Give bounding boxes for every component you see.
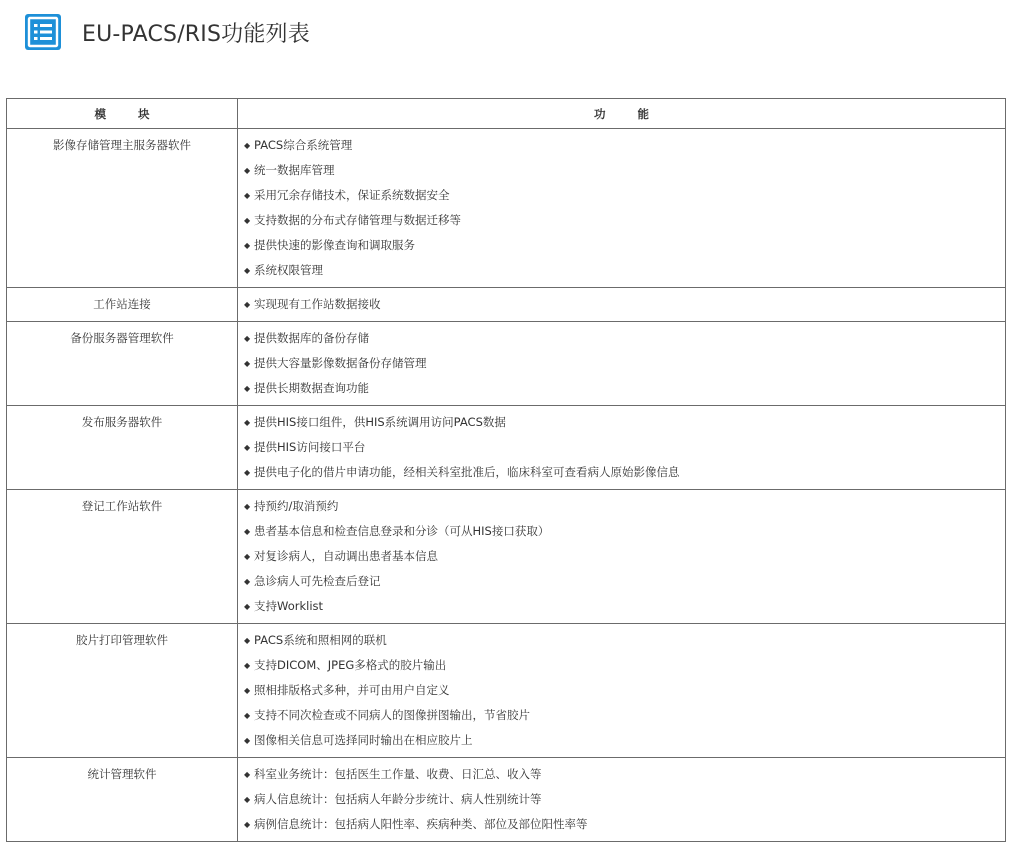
list-item (244, 292, 1005, 317)
list-item (244, 653, 1005, 678)
function-item-text: 支持不同次检查或不同病人的图像拼图输出，节省胶片 (254, 708, 530, 722)
diamond-bullet-icon: ◆ (244, 686, 251, 695)
list-item (244, 628, 1005, 653)
table-body (7, 129, 1006, 842)
diamond-bullet-icon: ◆ (244, 141, 251, 150)
function-item-text: 支持Worklist (254, 599, 324, 613)
module-name: 统计管理软件 (7, 758, 238, 842)
function-item-text: 支持DICOM、JPEG多格式的胶片输出 (254, 658, 447, 672)
table-header-row (7, 99, 1006, 129)
module-name: 登记工作站软件 (7, 490, 238, 624)
module-name: 备份服务器管理软件 (7, 322, 238, 406)
diamond-bullet-icon: ◆ (244, 384, 251, 393)
diamond-bullet-icon: ◆ (244, 527, 251, 536)
list-item (244, 183, 1005, 208)
diamond-bullet-icon: ◆ (244, 300, 251, 309)
function-item-text: PACS系统和照相网的联机 (254, 633, 387, 647)
list-item (244, 233, 1005, 258)
list-item (244, 728, 1005, 753)
function-cell (238, 129, 1006, 288)
list-item (244, 376, 1005, 401)
function-item-text: 提供大容量影像数据备份存储管理 (254, 356, 427, 370)
list-item (244, 678, 1005, 703)
table-row (7, 758, 1006, 842)
function-list (244, 326, 1005, 401)
list-item (244, 703, 1005, 728)
diamond-bullet-icon: ◆ (244, 334, 251, 343)
page-title: EU-PACS/RIS功能列表 (82, 21, 310, 47)
list-item (244, 460, 1005, 485)
function-item-text: 急诊病人可先检查后登记 (254, 574, 381, 588)
list-item (244, 812, 1005, 837)
diamond-bullet-icon: ◆ (244, 552, 251, 561)
list-item (244, 494, 1005, 519)
function-item-text: 科室业务统计：包括医生工作量、收费、日汇总、收入等 (254, 767, 542, 781)
diamond-bullet-icon: ◆ (244, 711, 251, 720)
list-item (244, 258, 1005, 283)
diamond-bullet-icon: ◆ (244, 468, 251, 477)
function-item-text: 提供HIS访问接口平台 (254, 440, 366, 454)
module-name: 工作站连接 (7, 288, 238, 322)
function-cell (238, 624, 1006, 758)
function-list (244, 762, 1005, 837)
diamond-bullet-icon: ◆ (244, 770, 251, 779)
list-item (244, 326, 1005, 351)
diamond-bullet-icon: ◆ (244, 577, 251, 586)
function-item-text: 图像相关信息可选择同时输出在相应胶片上 (254, 733, 473, 747)
function-item-text: 病人信息统计：包括病人年龄分步统计、病人性别统计等 (254, 792, 542, 806)
function-cell (238, 406, 1006, 490)
function-item-text: 支持数据的分布式存储管理与数据迁移等 (254, 213, 461, 227)
list-item (244, 594, 1005, 619)
diamond-bullet-icon: ◆ (244, 266, 251, 275)
function-list (244, 628, 1005, 753)
list-item (244, 544, 1005, 569)
diamond-bullet-icon: ◆ (244, 241, 251, 250)
function-item-text: 持预约/取消预约 (254, 499, 339, 513)
diamond-bullet-icon: ◆ (244, 359, 251, 368)
table-row (7, 490, 1006, 624)
module-name: 胶片打印管理软件 (7, 624, 238, 758)
table-row (7, 624, 1006, 758)
list-item (244, 762, 1005, 787)
table-row (7, 322, 1006, 406)
function-list (244, 133, 1005, 283)
function-item-text: 病例信息统计：包括病人阳性率、疾病种类、部位及部位阳性率等 (254, 817, 588, 831)
diamond-bullet-icon: ◆ (244, 795, 251, 804)
function-item-text: 系统权限管理 (254, 263, 323, 277)
function-cell (238, 288, 1006, 322)
function-item-text: 统一数据库管理 (254, 163, 335, 177)
diamond-bullet-icon: ◆ (244, 636, 251, 645)
function-item-text: 实现现有工作站数据接收 (254, 297, 381, 311)
list-item (244, 133, 1005, 158)
list-icon (25, 14, 61, 50)
function-list (244, 494, 1005, 619)
diamond-bullet-icon: ◆ (244, 166, 251, 175)
function-column-header: 功 能 (238, 99, 1006, 129)
diamond-bullet-icon: ◆ (244, 216, 251, 225)
function-item-text: 提供快速的影像查询和调取服务 (254, 238, 415, 252)
list-item (244, 208, 1005, 233)
function-list (244, 292, 1005, 317)
function-item-text: 采用冗余存储技术，保证系统数据安全 (254, 188, 450, 202)
function-cell (238, 322, 1006, 406)
function-item-text: PACS综合系统管理 (254, 138, 353, 152)
diamond-bullet-icon: ◆ (244, 418, 251, 427)
diamond-bullet-icon: ◆ (244, 736, 251, 745)
diamond-bullet-icon: ◆ (244, 502, 251, 511)
function-item-text: 提供HIS接口组件，供HIS系统调用访问PACS数据 (254, 415, 506, 429)
function-item-text: 提供电子化的借片申请功能，经相关科室批准后，临床科室可查看病人原始影像信息 (254, 465, 680, 479)
list-item (244, 351, 1005, 376)
diamond-bullet-icon: ◆ (244, 661, 251, 670)
diamond-bullet-icon: ◆ (244, 443, 251, 452)
list-item (244, 519, 1005, 544)
function-item-text: 患者基本信息和检查信息登录和分诊（可从HIS接口获取） (254, 524, 550, 538)
function-list (244, 410, 1005, 485)
module-column-header: 模 块 (7, 99, 238, 129)
module-name: 影像存储管理主服务器软件 (7, 129, 238, 288)
table-row (7, 406, 1006, 490)
function-item-text: 提供长期数据查询功能 (254, 381, 369, 395)
diamond-bullet-icon: ◆ (244, 820, 251, 829)
module-name: 发布服务器软件 (7, 406, 238, 490)
diamond-bullet-icon: ◆ (244, 602, 251, 611)
page-header (25, 12, 310, 52)
function-item-text: 提供数据库的备份存储 (254, 331, 369, 345)
diamond-bullet-icon: ◆ (244, 191, 251, 200)
list-item (244, 435, 1005, 460)
list-item (244, 787, 1005, 812)
feature-table (6, 98, 1006, 842)
table-row (7, 288, 1006, 322)
function-cell (238, 490, 1006, 624)
list-item (244, 158, 1005, 183)
list-item (244, 569, 1005, 594)
function-item-text: 照相排版格式多种，并可由用户自定义 (254, 683, 450, 697)
table-row (7, 129, 1006, 288)
function-cell (238, 758, 1006, 842)
function-item-text: 对复诊病人，自动调出患者基本信息 (254, 549, 438, 563)
list-item (244, 410, 1005, 435)
